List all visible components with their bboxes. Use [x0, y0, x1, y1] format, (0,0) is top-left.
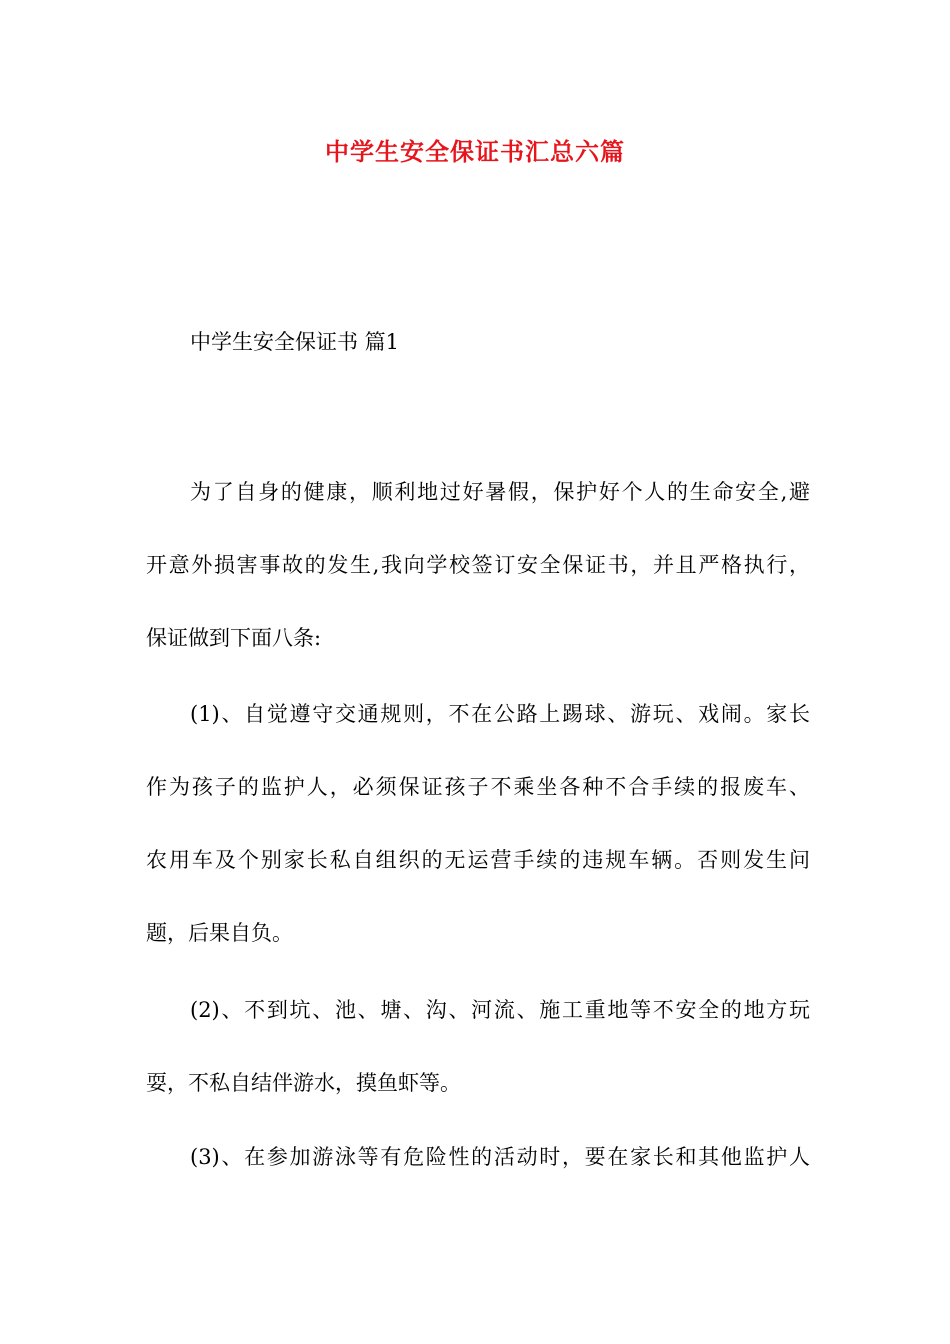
document-title: 中学生安全保证书汇总六篇 — [325, 137, 625, 166]
paragraph-line: 题，后果自负。 — [146, 921, 293, 945]
paragraph-line: (1)、自觉遵守交通规则，不在公路上踢球、游玩、戏闹。家长 — [190, 702, 810, 726]
paragraph-line: 为了自身的健康，顺利地过好暑假，保护好个人的生命安全,避 — [190, 480, 810, 504]
section-heading: 中学生安全保证书 篇1 — [190, 330, 400, 354]
paragraph-line: 保证做到下面八条: — [146, 626, 322, 650]
paragraph-line: (2)、不到坑、池、塘、沟、河流、施工重地等不安全的地方玩 — [190, 998, 810, 1022]
paragraph-line: 开意外损害事故的发生,我向学校签订安全保证书，并且严格执行， — [146, 553, 810, 577]
paragraph-line: 农用车及个别家长私自组织的无运营手续的违规车辆。否则发生问 — [146, 848, 810, 872]
paragraph-line: 作为孩子的监护人，必须保证孩子不乘坐各种不合手续的报废车、 — [146, 775, 810, 799]
paragraph-line: 耍，不私自结伴游水，摸鱼虾等。 — [146, 1071, 461, 1095]
paragraph-line: (3)、在参加游泳等有危险性的活动时，要在家长和其他监护人 — [190, 1145, 810, 1169]
